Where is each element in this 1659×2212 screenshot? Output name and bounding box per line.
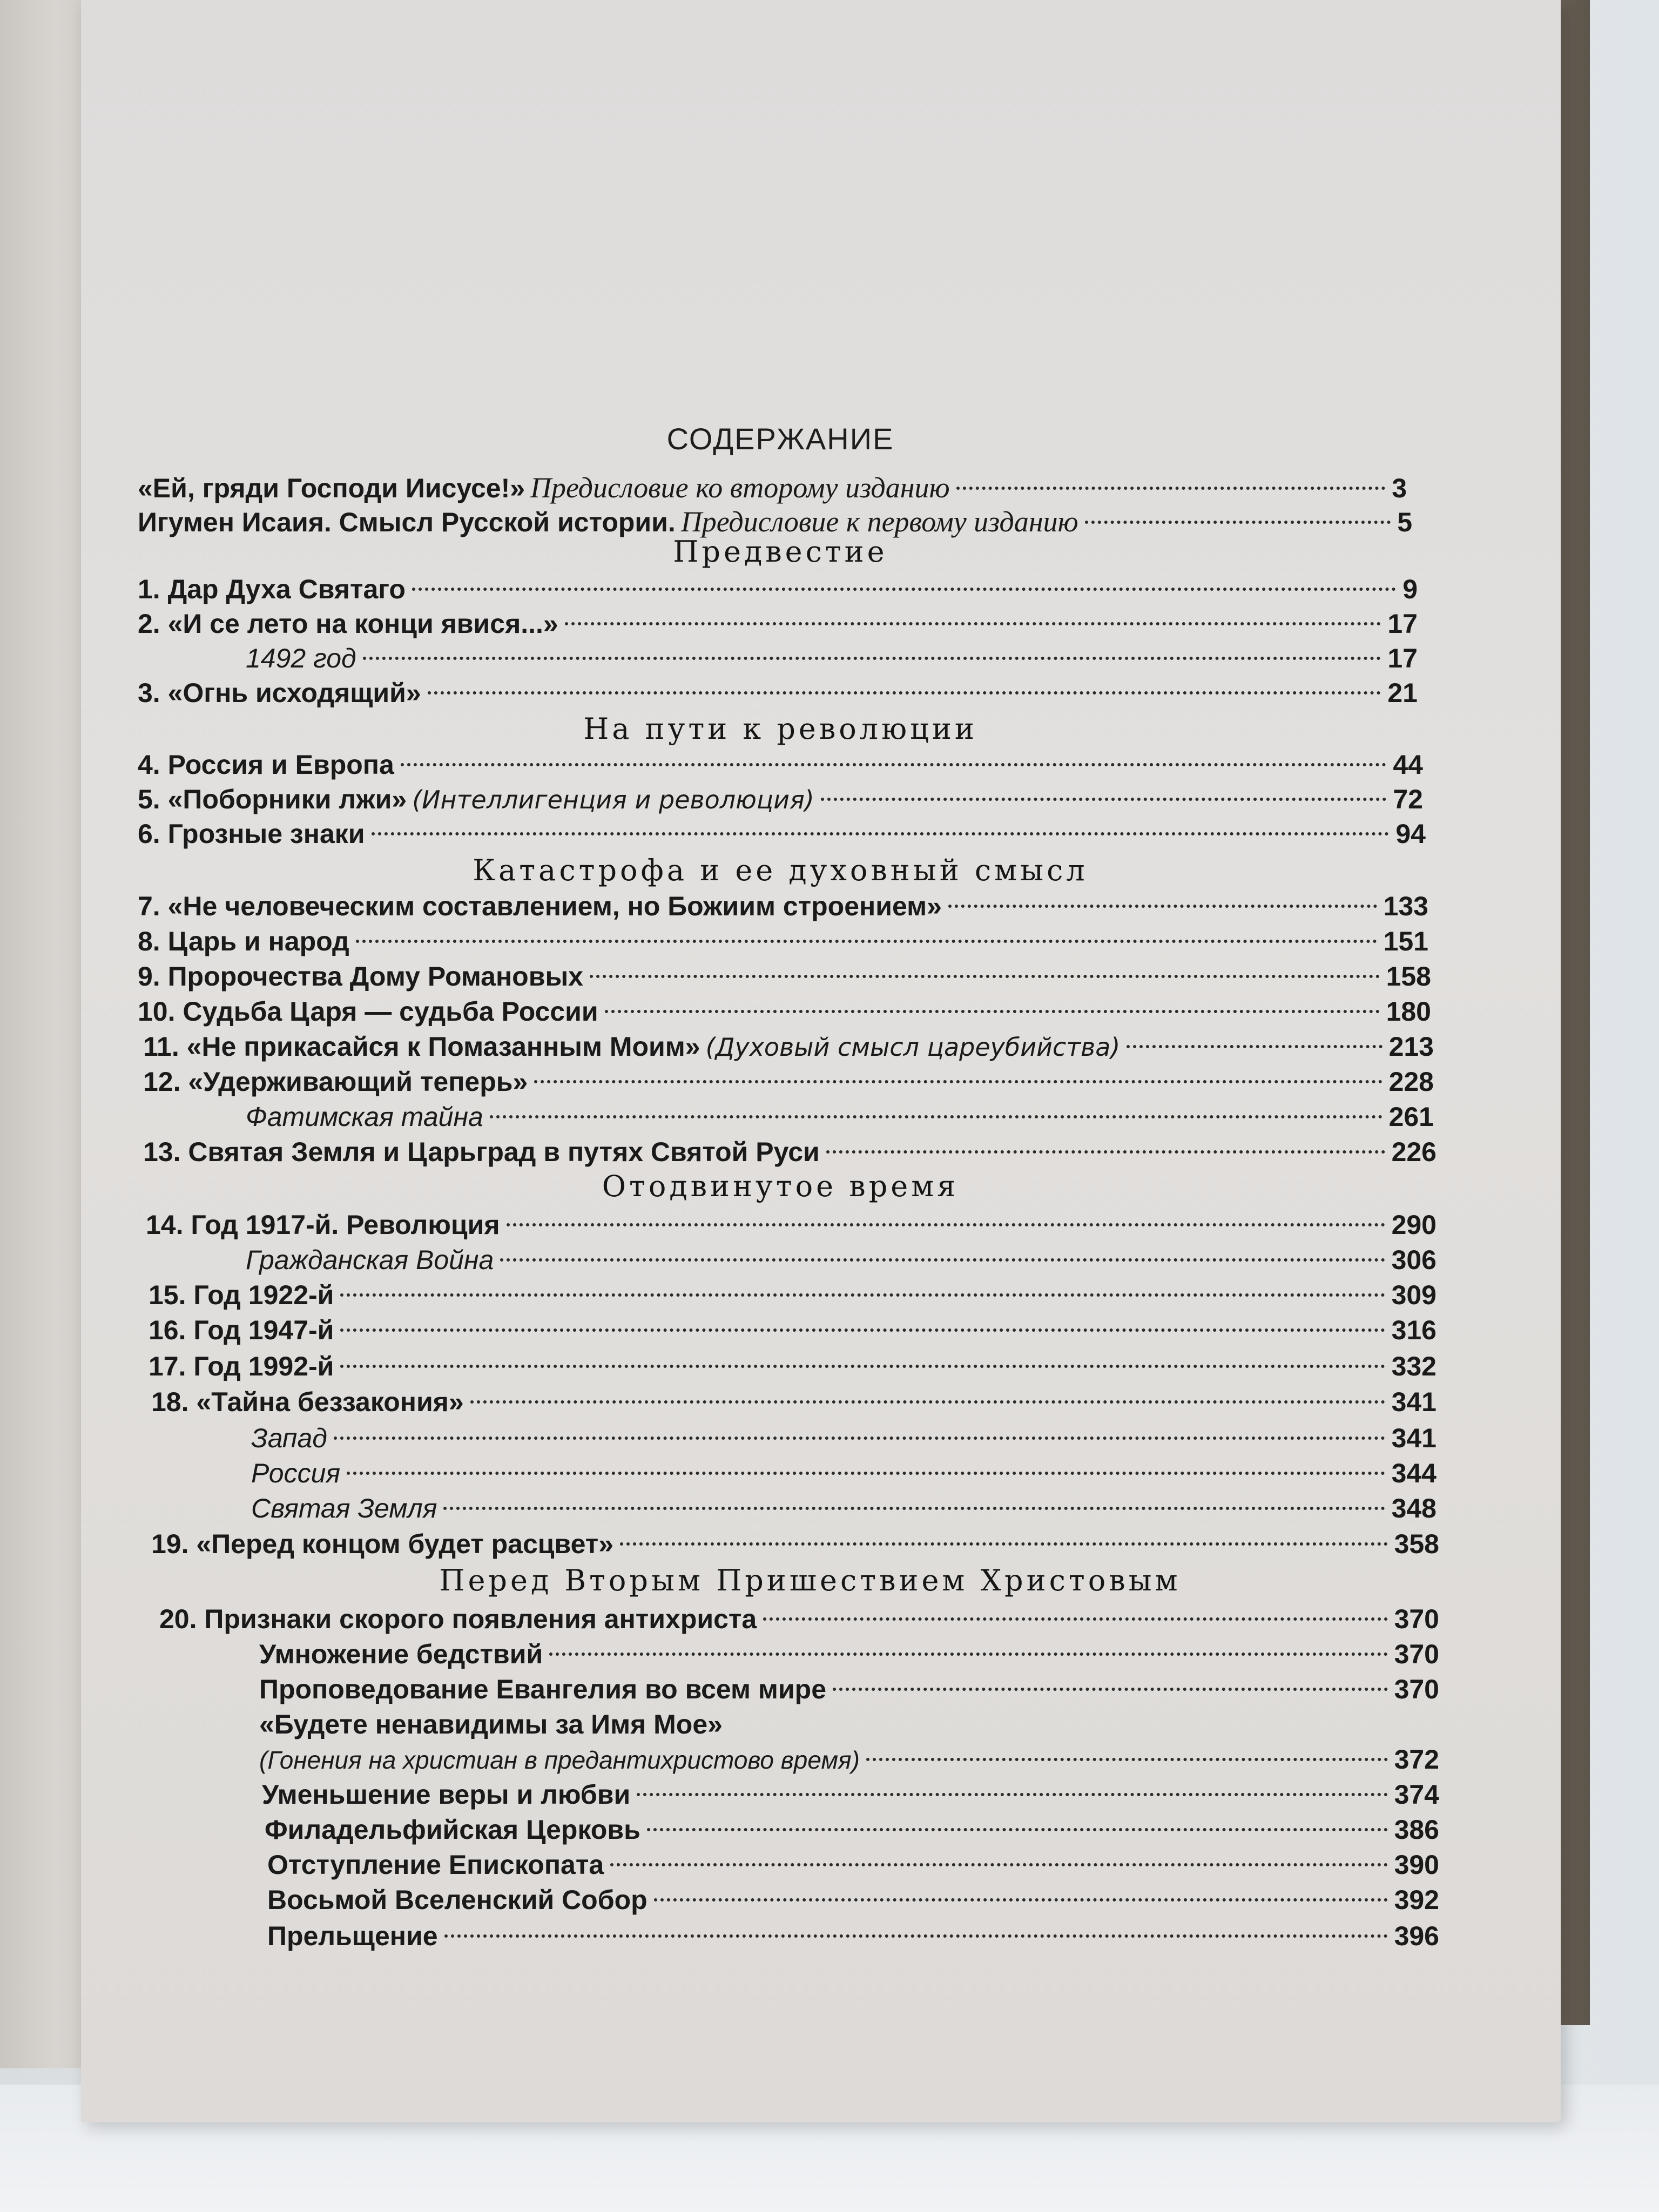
page-number: 5 [1397,507,1412,537]
dot-leader [428,691,1381,694]
toc-entry [149,1348,1437,1384]
entry-title: 20. Признаки скорого появления антихриста [159,1604,757,1634]
dot-leader [549,1653,1387,1656]
toc-entry [267,1882,1439,1918]
page-number: 306 [1391,1245,1437,1275]
dot-leader [1127,1045,1382,1048]
dot-leader [610,1863,1387,1866]
toc-entry [246,1099,1434,1135]
page-number: 372 [1394,1744,1439,1775]
dot-leader [340,1328,1385,1332]
section-heading: Предвестие [673,535,888,569]
entry-title: Святая Земля [251,1493,437,1523]
toc-entry [138,470,1407,505]
dot-leader [605,1010,1380,1013]
toc-entry [143,1064,1434,1100]
dot-leader [444,1934,1388,1938]
page-number: 151 [1383,926,1428,956]
dot-leader [490,1115,1382,1118]
entry-title: 1492 год [246,643,356,673]
entry-title: 3. «Огнь исходящий» [138,678,421,708]
page-number: 44 [1393,750,1423,780]
toc-entry [262,1777,1439,1812]
dot-leader [956,487,1386,490]
dot-leader [654,1898,1388,1901]
toc-entry [259,1742,1439,1777]
dot-leader [590,975,1380,978]
entry-title: 17. Год 1992-й [149,1351,334,1381]
dot-leader [340,1365,1385,1368]
entry-title: 2. «И се лето на конци явися...» [138,609,558,639]
entry-title: Фатимская тайна [246,1102,483,1132]
page-number: 370 [1394,1604,1439,1634]
toc-entry [138,747,1423,783]
dot-leader [821,798,1387,801]
toc-entry [149,1277,1437,1313]
entry-title: 15. Год 1922-й [149,1280,334,1310]
dot-leader [866,1758,1388,1761]
dot-leader [412,588,1396,591]
page-number: 386 [1394,1815,1439,1845]
page-number: 94 [1395,819,1426,849]
toc-entry [151,1384,1437,1420]
entry-title: «Ей, гряди Господи Иисусе!» [138,473,525,503]
page-number: 21 [1387,678,1418,708]
entry-title: 4. Россия и Европа [138,750,394,780]
toc-entry [159,1601,1439,1637]
entry-title: 8. Царь и народ [138,926,349,956]
page-number: 290 [1391,1210,1437,1240]
entry-title: 18. «Тайна беззакония» [151,1387,464,1417]
entry-title: Умножение бедствий [259,1639,543,1669]
entry-title: Прельщение [267,1921,438,1951]
dot-leader [833,1688,1388,1691]
entry-note: (Духовый смысл цареубийства) [705,1033,1121,1062]
page-number: 374 [1394,1779,1439,1810]
entry-title: 6. Грозные знаки [138,819,365,849]
entry-title: 16. Год 1947-й [149,1315,334,1345]
toc-entry [259,1671,1439,1707]
page-number: 309 [1391,1280,1437,1310]
dot-leader [334,1437,1385,1440]
dot-leader [647,1828,1388,1831]
toc-entry [259,1707,1439,1742]
entry-title: Запад [251,1423,327,1453]
section-heading: Перед Вторым Пришествием Христовым [439,1563,1181,1597]
page-number: 316 [1391,1315,1437,1345]
page-number: 344 [1391,1458,1437,1488]
entry-title: (Гонения на христиан в предантихристово время) [259,1746,860,1774]
page-number: 17 [1387,643,1418,673]
entry-title: Отступление Епископата [267,1850,604,1880]
page-number: 158 [1386,961,1431,992]
page-number: 390 [1394,1850,1439,1880]
entry-title: 5. «Поборники лжи» [138,784,407,814]
entry-title: 12. «Удерживающий теперь» [143,1067,528,1097]
dot-leader [372,832,1390,835]
entry-title: 14. Год 1917-й. Революция [146,1210,500,1240]
toc-entry [151,1526,1439,1562]
page-number: 370 [1394,1639,1439,1669]
dot-leader [565,622,1381,625]
entry-title: 7. «Не человеческим составлением, но Божиим строением» [138,891,942,921]
dot-leader [363,657,1381,660]
entry-title: Филадельфийская Церковь [265,1815,640,1845]
dot-leader [534,1080,1382,1083]
dot-leader [948,905,1377,908]
toc-entry [251,1491,1437,1526]
entry-title: Восьмой Вселенский Собор [267,1885,648,1915]
entry-title: Игумен Исаия. Смысл Русской истории. [138,507,676,537]
entry-title: Уменьшение веры и любви [262,1779,631,1810]
toc-entry [246,640,1418,676]
page-number: 133 [1383,891,1428,921]
toc-entry [267,1847,1439,1883]
dot-leader [620,1542,1388,1546]
toc-entry [138,816,1426,852]
toc-entry [138,781,1423,817]
toc-entry [138,675,1418,711]
dot-leader [347,1472,1385,1475]
toc-title: СОДЕРЖАНИЕ [666,422,894,456]
entry-title: 9. Пророчества Дому Романовых [138,961,583,992]
dot-leader [443,1507,1385,1510]
toc-entry [149,1312,1437,1348]
entry-note: Предисловие к первому изданию [680,505,1078,538]
page-number: 72 [1393,784,1423,814]
dot-leader [356,940,1377,943]
page-number: 17 [1387,609,1418,639]
entry-note: Предисловие ко второму изданию [530,471,950,504]
toc-entry [138,923,1428,959]
dot-leader [470,1400,1385,1404]
page-number: 226 [1391,1137,1437,1167]
entry-title: 13. Святая Земля и Царьград в путях Святой Руси [143,1137,820,1167]
page-number: 392 [1394,1885,1439,1915]
toc-entry [138,571,1418,607]
toc-entry [138,959,1431,994]
toc-entry [138,888,1428,924]
page-number: 341 [1391,1423,1437,1453]
toc-entry [146,1207,1437,1243]
toc-entry [143,1029,1434,1064]
dot-leader [826,1150,1385,1154]
entry-title: 10. Судьба Царя — судьба России [138,996,598,1027]
entry-title: Проповедование Евангелия во всем мире [259,1674,826,1704]
toc-entry [138,994,1431,1029]
entry-title: 11. «Не прикасайся к Помазанным Моим» [143,1031,700,1062]
toc-entry [143,1134,1437,1170]
page-number: 180 [1386,996,1431,1027]
page-number: 9 [1402,574,1418,604]
page-number: 332 [1391,1351,1437,1381]
toc-entry [267,1918,1439,1954]
page-number: 261 [1388,1102,1434,1132]
entry-title: Россия [251,1458,341,1488]
toc-entry [246,1242,1437,1278]
page-number: 358 [1394,1529,1439,1559]
section-heading: Отодвинутое время [602,1169,959,1203]
entry-title: Гражданская Война [246,1245,494,1275]
entry-title: 19. «Перед концом будет расцвет» [151,1529,614,1559]
dot-leader [763,1617,1387,1621]
toc-entry [138,606,1418,642]
dot-leader [340,1293,1385,1297]
dot-leader [500,1258,1385,1262]
page-number: 370 [1394,1674,1439,1704]
page-number: 396 [1394,1921,1439,1951]
toc-entry [265,1812,1439,1847]
page-number: 341 [1391,1387,1437,1417]
page-number: 228 [1388,1067,1434,1097]
dot-leader [507,1223,1385,1226]
page-number: 3 [1392,473,1407,503]
dot-leader [401,763,1387,766]
toc-entry [259,1636,1439,1672]
dot-leader [1085,521,1391,524]
entry-title: 1. Дар Духа Святаго [138,574,406,604]
toc-entry [251,1420,1437,1456]
page-number: 348 [1391,1493,1437,1523]
section-heading: Катастрофа и ее духовный смысл [473,853,1088,887]
toc-entry [251,1455,1437,1491]
entry-note: (Интеллигенция и революция) [412,785,814,814]
dot-leader [637,1793,1387,1796]
section-heading: На пути к революции [583,712,977,746]
page-number: 213 [1388,1031,1434,1062]
entry-title: «Будете ненавидимы за Имя Мое» [259,1709,723,1739]
